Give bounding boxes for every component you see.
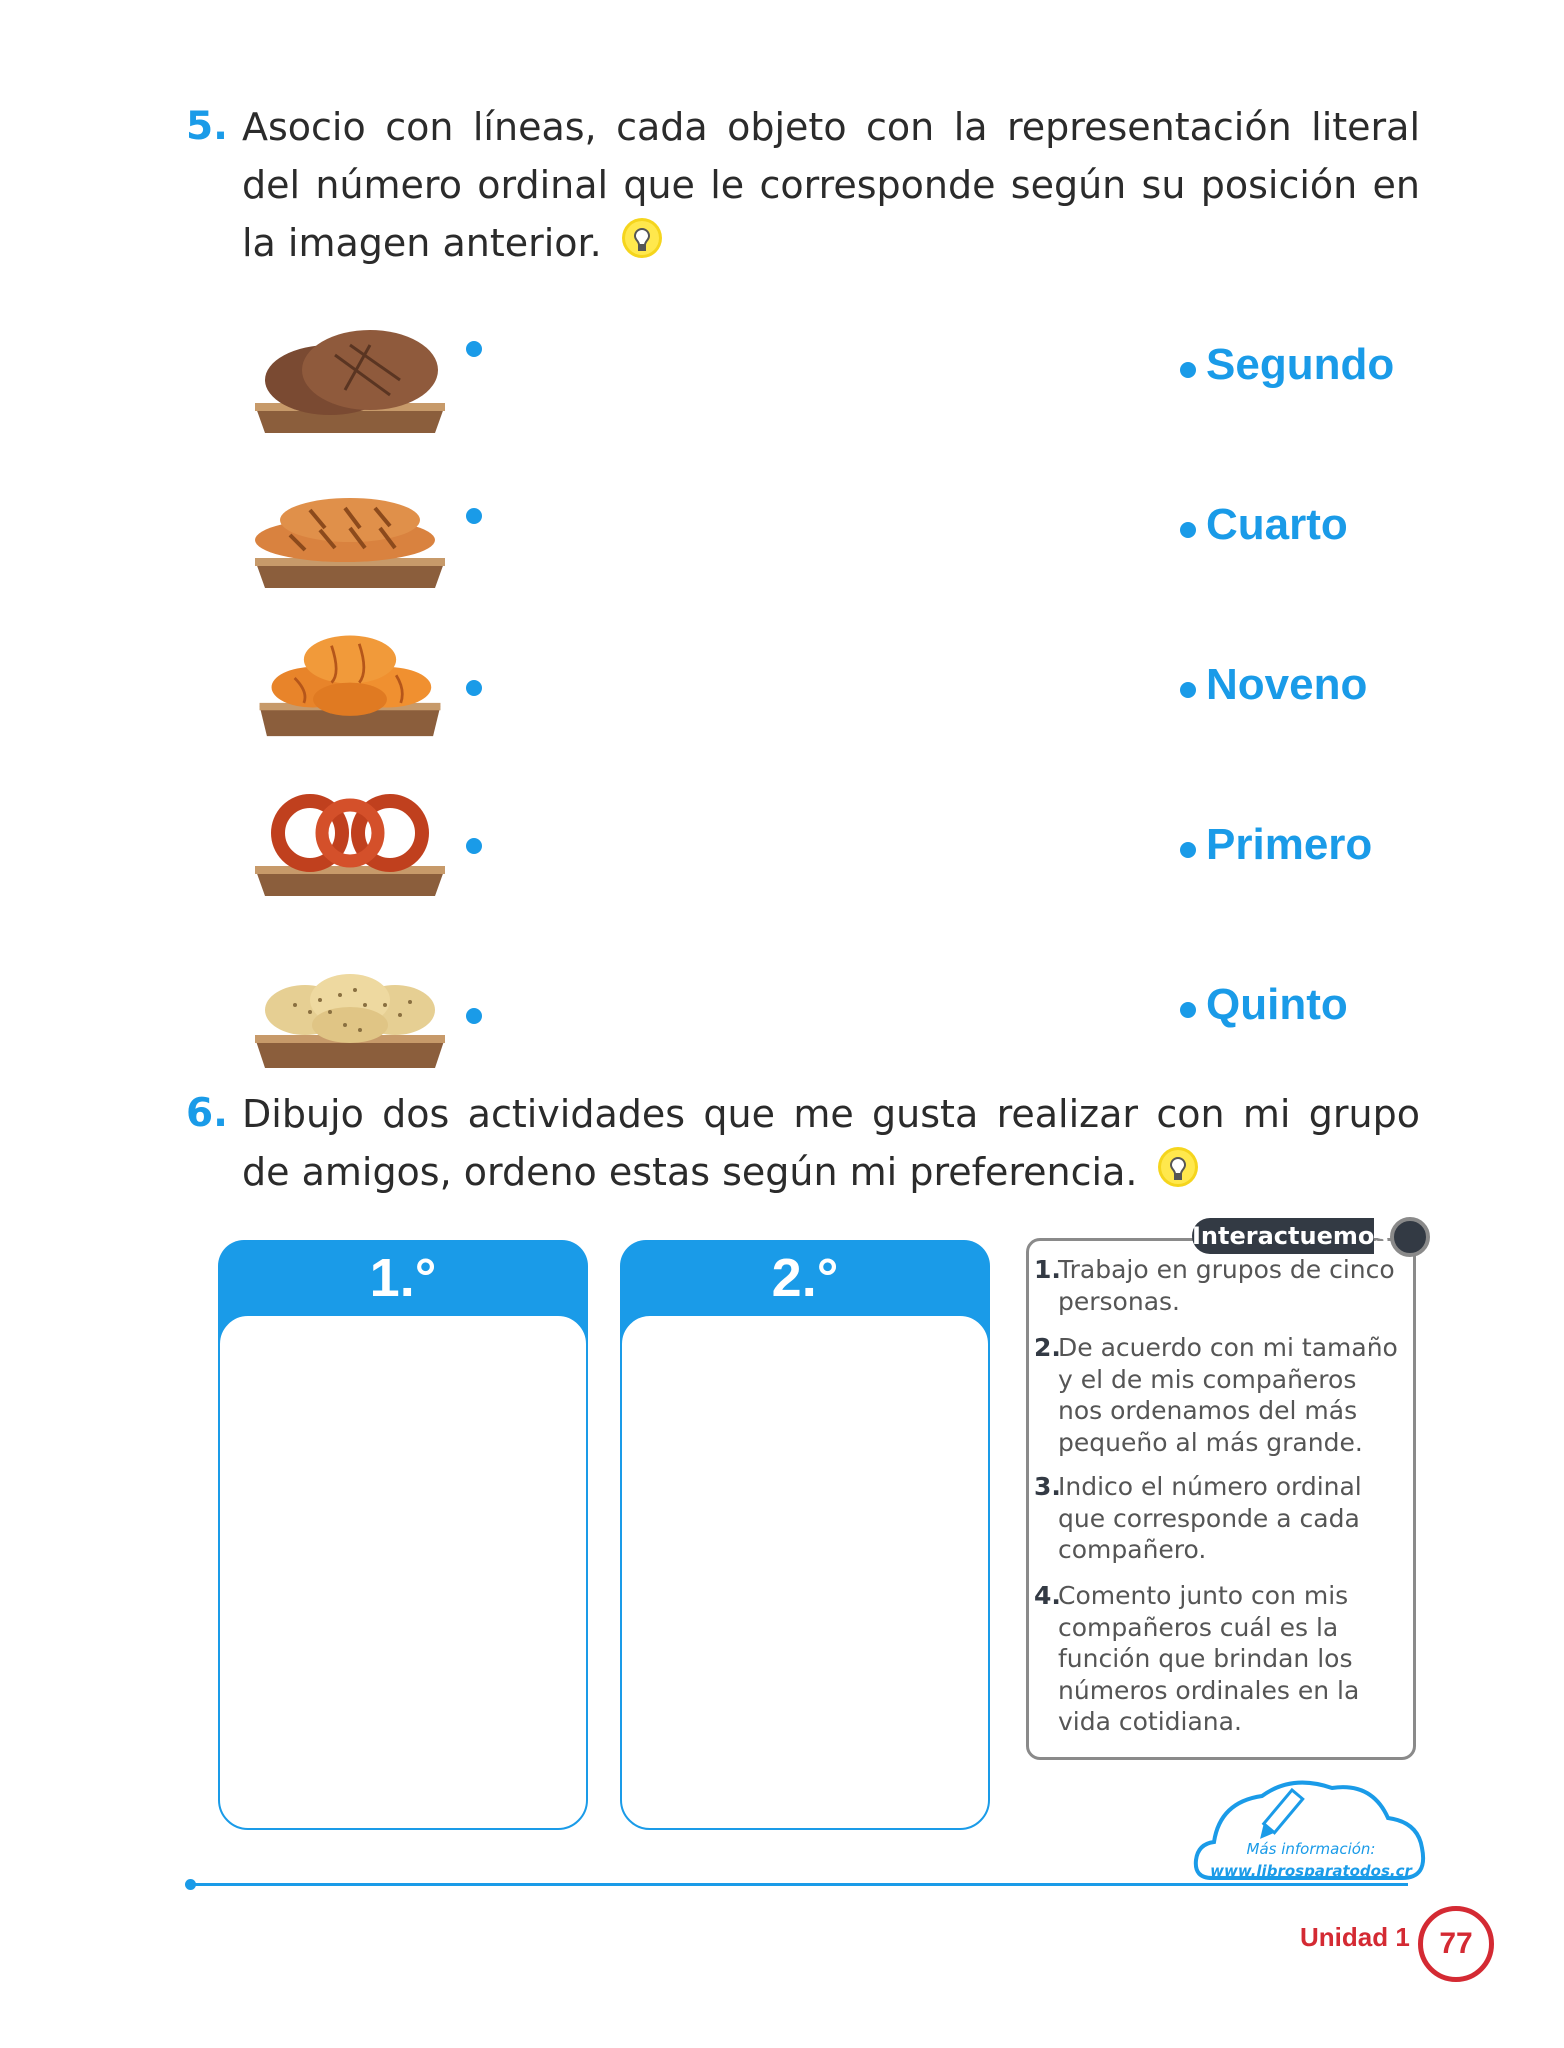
ordinal-option[interactable] — [1180, 815, 1372, 875]
item-number: 4. — [1034, 1581, 1061, 1610]
match-dot-right[interactable] — [1180, 1002, 1196, 1018]
pretzel-icon — [250, 778, 450, 898]
seeded-roll-icon — [250, 950, 450, 1070]
interactuemos-item — [1034, 1471, 1406, 1566]
ordinal-option[interactable] — [1180, 495, 1348, 555]
ordinal-label: Cuarto — [1206, 500, 1348, 549]
exercise-text: Dibujo dos actividades que me gusta realizar con mi grupo de amigos, ordeno estas según mi preferencia. — [242, 1092, 1420, 1194]
ordinal-option[interactable] — [1180, 975, 1348, 1035]
item-text: Indico el número ordinal que corresponde a cada compañero. — [1058, 1472, 1362, 1564]
exercise-instruction — [242, 1085, 1420, 1201]
interactuemos-item — [1034, 1254, 1406, 1317]
item-text: Comento junto con mis compañeros cuál es la función que brindan los números ordinales en la vida cotidiana. — [1058, 1581, 1360, 1736]
item-number: 2. — [1034, 1333, 1061, 1362]
exercise-instruction — [242, 98, 1420, 272]
exercise-number: 6. — [186, 1091, 228, 1136]
match-dot-right[interactable] — [1180, 842, 1196, 858]
match-dot-right[interactable] — [1180, 682, 1196, 698]
match-dot-right[interactable] — [1180, 522, 1196, 538]
match-dot-left[interactable] — [466, 508, 482, 524]
item-number: 3. — [1034, 1472, 1061, 1501]
unit-label: Unidad 1 — [1300, 1922, 1410, 1952]
exercise-6 — [186, 1085, 1420, 1215]
ordinal-label: Segundo — [1206, 340, 1395, 389]
lightbulb-icon — [620, 216, 664, 262]
ordinal-label: Noveno — [1206, 660, 1368, 709]
interactuemos-item — [1034, 1332, 1406, 1458]
drawing-box-label: 2.° — [771, 1248, 839, 1308]
exercise-5 — [186, 98, 1420, 278]
match-dot-left[interactable] — [466, 838, 482, 854]
more-info-label: Más información: — [1246, 1840, 1376, 1858]
drawing-box-label: 1.° — [369, 1248, 437, 1308]
interactuemos-item — [1034, 1580, 1406, 1738]
page-number: 77 — [1418, 1906, 1494, 1982]
ordinal-option[interactable] — [1180, 655, 1367, 715]
match-dot-right[interactable] — [1180, 362, 1196, 378]
item-text: De acuerdo con mi tamaño y el de mis compañeros nos ordenamos del más pequeño al más grande. — [1058, 1333, 1398, 1457]
croissant-icon — [250, 618, 450, 738]
ordinal-label: Primero — [1206, 820, 1373, 869]
footer-line-dot — [185, 1879, 196, 1890]
interactuemos-circle-icon — [1390, 1217, 1430, 1257]
drawing-area[interactable] — [620, 1314, 990, 1830]
exercise-text: Asocio con líneas, cada objeto con la representación literal del número ordinal que le corresponde según su posición en la imagen anterior. — [242, 105, 1420, 265]
item-text: Trabajo en grupos de cinco personas. — [1058, 1255, 1395, 1316]
match-dot-left[interactable] — [466, 341, 482, 357]
interactuemos-title: Interactuemos — [1192, 1218, 1374, 1254]
ordinal-label: Quinto — [1206, 980, 1348, 1029]
item-number: 1. — [1034, 1255, 1061, 1284]
baguette-icon — [250, 470, 450, 590]
more-info-url[interactable]: www.librosparatodos.cr — [1210, 1862, 1412, 1880]
drawing-box-second — [620, 1240, 990, 1828]
exercise-number: 5. — [186, 104, 228, 149]
drawing-box-first — [218, 1240, 588, 1828]
match-dot-left[interactable] — [466, 1008, 482, 1024]
ordinal-option[interactable] — [1180, 335, 1394, 395]
bread-loaf-icon — [250, 315, 450, 435]
match-dot-left[interactable] — [466, 680, 482, 696]
drawing-area[interactable] — [218, 1314, 588, 1830]
lightbulb-icon — [1156, 1145, 1200, 1191]
